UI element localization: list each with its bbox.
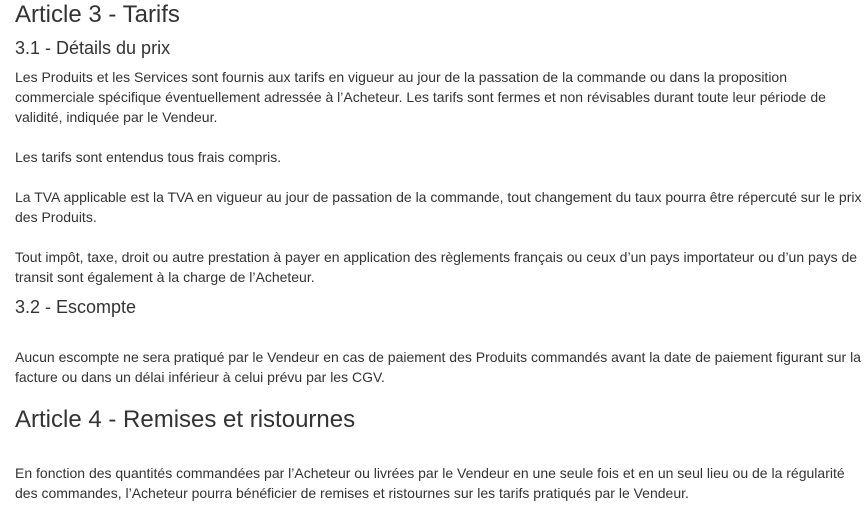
section-3-1-heading: 3.1 - Détails du prix (15, 38, 171, 58)
article-3-heading: Article 3 - Tarifs (15, 1, 180, 28)
section-3-2-paragraph-1: Aucun escompte ne sera pratiqué par le Vendeur en cas de paiement des Produits commandés avant la date de paiement figurant sur la facture ou dans un délai inférieur à celui prévu par les CGV. (15, 349, 861, 385)
section-3-1-paragraph-2: Les tarifs sont entendus tous frais compris. (15, 149, 282, 165)
section-3-1-paragraph-3: La TVA applicable est la TVA en vigueur au jour de passation de la commande, tout changement du taux pourra être répercuté sur le prix des Produits. (15, 189, 862, 225)
article-4-heading: Article 4 - Remises et ristournes (15, 406, 356, 433)
section-3-1-paragraph-4: Tout impôt, taxe, droit ou autre prestation à payer en application des règlements français ou ceux d’un pays importateur ou d’un pays de transit sont également à la charge de l’Acheteur. (15, 249, 858, 285)
section-3-2-heading: 3.2 - Escompte (15, 297, 137, 317)
article-4-paragraph-1: En fonction des quantités commandées par l’Acheteur ou livrées par le Vendeur en une seule fois et en un seul lieu ou de la régularité des commandes, l’Acheteur pourra bénéficier de remises et ristournes sur les tarifs pratiqués par le Vendeur. (15, 465, 845, 501)
section-3-1-paragraph-1: Les Produits et les Services sont fournis aux tarifs en vigueur au jour de la passation de la commande ou dans la proposition commerciale spécifique éventuellement adressée à l’Acheteur. Les tarifs sont fermes et non révisables durant toute leur période de validité, indiquée par le Vendeur. (15, 69, 826, 125)
